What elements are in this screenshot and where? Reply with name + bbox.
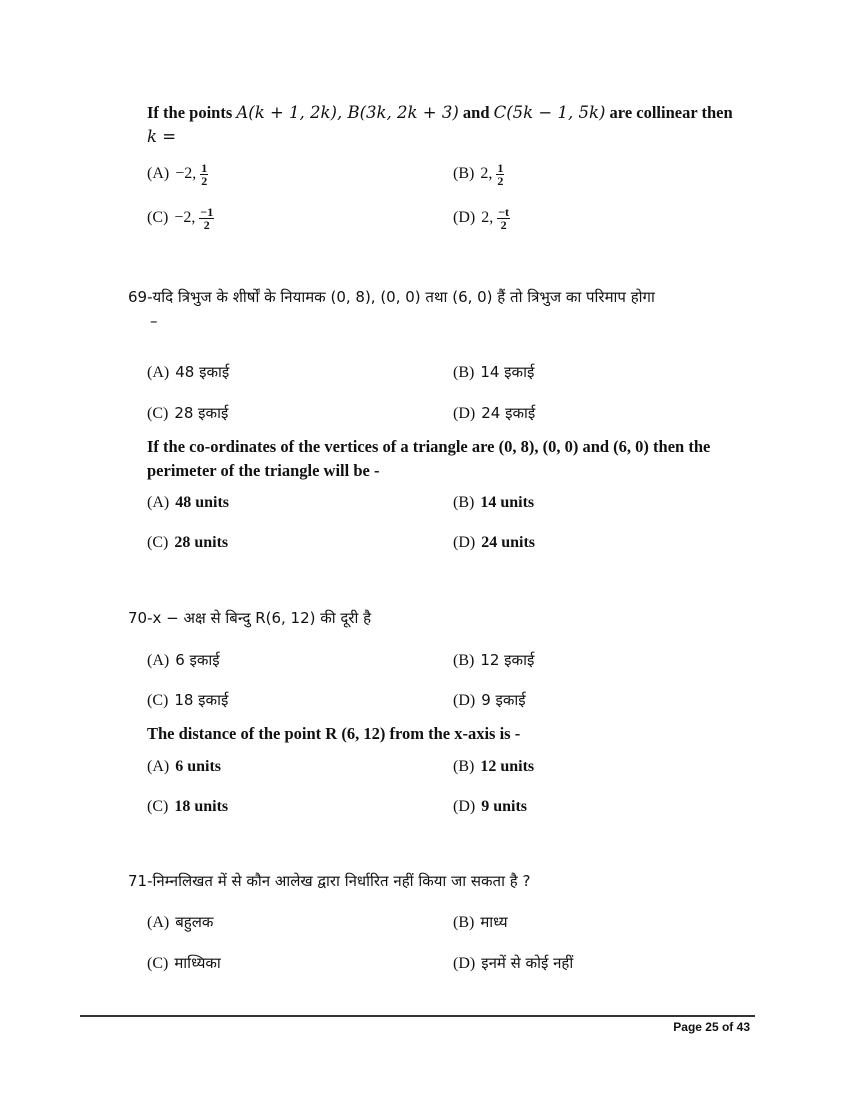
q70-hi-option-d: (D) 9 इकाई — [453, 691, 526, 709]
q70-hi-option-c: (C) 18 इकाई — [147, 691, 229, 709]
q69-en-option-b: (B) 14 units — [453, 494, 535, 511]
q70-hi-option-a: (A) 6 इकाई — [147, 651, 220, 669]
q70-number: 70- — [128, 609, 153, 627]
q68-option-c: (C) −2, $\frac{-1}{2}$ — [147, 205, 214, 232]
q71-hindi-question — [128, 869, 758, 893]
q71-number: 71- — [128, 872, 153, 890]
q71-option-a: (A) बहुलक — [147, 913, 214, 931]
q69-english-line1: If the co-ordinates of the vertices of a triangle are (0, 8), (0, 0) and (6, 0) then the — [147, 437, 711, 456]
q71-option-d: (D) इनमें से कोई नहीं — [453, 954, 574, 972]
page-number: Page 25 of 43 — [673, 1020, 750, 1034]
q69-hindi-question — [128, 285, 758, 333]
q69-hi-option-b: (B) 14 इकाई — [453, 363, 535, 381]
q69-hi-option-a: (A) 48 इकाई — [147, 363, 230, 381]
q68-option-d: (D) 2, $\frac{-t}{2}$ — [453, 205, 510, 232]
q68-prefix: If the points — [147, 103, 233, 122]
q71-option-b: (B) माध्य — [453, 913, 508, 931]
q69-english-line2: perimeter of the triangle will be - — [147, 461, 380, 480]
q68-points: A(k + 1, 2k), B(3k, 2k + 3) — [236, 103, 459, 122]
q69-hindi-line2: – — [150, 312, 158, 330]
q71-option-c: (C) माध्यिका — [147, 954, 221, 972]
q68-and: and — [462, 103, 490, 122]
q69-hi-option-d: (D) 24 इकाई — [453, 404, 536, 422]
q70-en-option-a: (A) 6 units — [147, 758, 222, 775]
q71-hindi-line: निम्नलिखत में से कौन आलेख द्वारा निर्धारित नहीं किया जा सकता है ? — [152, 872, 531, 890]
q70-en-option-c: (C) 18 units — [147, 798, 229, 815]
q69-en-option-c: (C) 28 units — [147, 534, 229, 551]
q68-option-b: (B) 2, $\frac{1}{2}$ — [453, 161, 504, 188]
q70-en-option-b: (B) 12 units — [453, 758, 535, 775]
q69-number: 69- — [128, 288, 153, 306]
q70-hi-option-b: (B) 12 इकाई — [453, 651, 535, 669]
q70-hindi-line: x − अक्ष से बिन्दु R(6, 12) की दूरी है — [152, 609, 372, 627]
q68-question — [147, 101, 747, 149]
footer-divider — [80, 1015, 755, 1017]
q69-hindi-line1: यदि त्रिभुज के शीर्षों के नियामक (0, 8), (0, 0) तथा (6, 0) हैं तो त्रिभुज का परिमाप होगा — [152, 288, 655, 306]
q69-english-question — [147, 435, 757, 483]
q69-en-option-d: (D) 24 units — [453, 534, 536, 551]
q70-english-question — [147, 722, 757, 746]
q70-hindi-question — [128, 606, 758, 630]
q70-english-line: The distance of the point R (6, 12) from the x-axis is - — [147, 724, 521, 743]
q68-suffix: are collinear then — [609, 103, 733, 122]
q70-en-option-d: (D) 9 units — [453, 798, 528, 815]
q69-hi-option-c: (C) 28 इकाई — [147, 404, 229, 422]
q68-option-a: (A) −2, $\frac{1}{2}$ — [147, 161, 208, 188]
q69-en-option-a: (A) 48 units — [147, 494, 230, 511]
q68-point-c: C(5k − 1, 5k) — [493, 103, 606, 122]
q68-k-eq: k = — [147, 127, 177, 146]
